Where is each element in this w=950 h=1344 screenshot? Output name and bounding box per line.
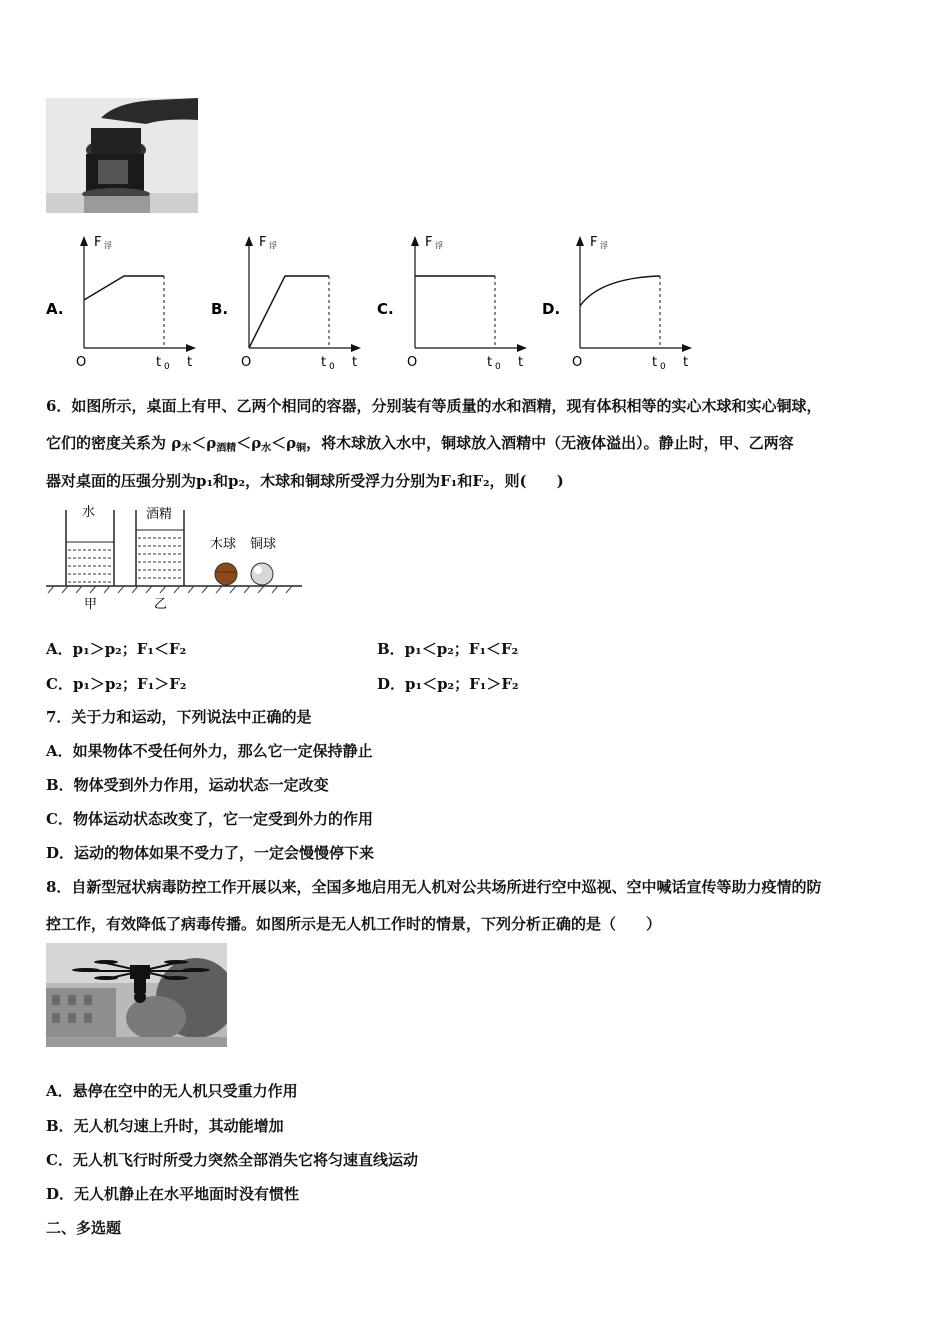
q6-option-b[interactable]: B．p₁＜p₂；F₁＜F₂ [377, 640, 519, 658]
graph-option-c[interactable] [377, 235, 527, 372]
q7-option-d[interactable]: D．运动的物体如果不受力了，一定会慢慢停下来 [46, 844, 375, 862]
graph-option-b[interactable] [211, 235, 361, 372]
q6-option-c[interactable]: C．p₁＞p₂；F₁＞F₂ [46, 675, 187, 693]
label-wood: 木球 [210, 537, 237, 552]
y-axis-label-sub: 浮 [104, 241, 112, 250]
photo-hand-container [46, 98, 198, 213]
q6-option-a[interactable]: A．p₁＞p₂；F₁＜F₂ [46, 640, 187, 658]
q6-line1: 6．如图所示，桌面上有甲、乙两个相同的容器，分别装有等质量的水和酒精，现有体积相等的实心木球和实心铜球， [46, 397, 822, 415]
q6-figure [46, 500, 306, 615]
label-water: 水 [82, 505, 96, 520]
t0-label-sub: 0 [329, 362, 335, 372]
graph-option-a[interactable] [46, 235, 196, 372]
y-axis-arrow [411, 236, 419, 246]
origin-label: O [407, 355, 418, 370]
y-axis-label: F [259, 235, 267, 250]
section-heading: 二、多选题 [46, 1219, 122, 1237]
q6-line2: 它们的密度关系为 $\rho_木<\rho_{酒精}<\rho_水<\rho_铜$，将木球放入水中，铜球放入酒精中（无液体溢出）。静止时，甲、乙两容 [46, 434, 794, 454]
q7-option-b[interactable]: B．物体受到外力作用，运动状态一定改变 [46, 776, 329, 794]
y-axis-label: F [425, 235, 433, 250]
q7-stem: 7．关于力和运动，下列说法中正确的是 [46, 708, 312, 726]
t0-label: t [321, 355, 327, 370]
t0-label-sub: 0 [164, 362, 170, 372]
graph-options-row [0, 228, 950, 378]
graph-letter: C. [377, 300, 394, 318]
origin-label: O [572, 355, 583, 370]
t0-label: t [487, 355, 493, 370]
origin-label: O [241, 355, 252, 370]
x-axis-arrow [682, 344, 692, 352]
q8-line2: 控工作，有效降低了病毒传播。如图所示是无人机工作时的情景，下列分析正确的是（ ） [46, 915, 662, 933]
photo-drone [46, 943, 227, 1047]
x-axis-arrow [186, 344, 196, 352]
force-curve [249, 276, 329, 348]
q7-option-a[interactable]: A．如果物体不受任何外力，那么它一定保持静止 [46, 742, 373, 760]
x-axis-arrow [517, 344, 527, 352]
y-axis-label-sub: 浮 [435, 241, 443, 250]
x-axis-label: t [187, 355, 193, 370]
label-copper: 铜球 [250, 537, 277, 552]
graph-letter: A. [46, 300, 64, 318]
q7-option-c[interactable]: C．物体运动状态改变了，它一定受到外力的作用 [46, 810, 373, 828]
force-curve [84, 276, 164, 300]
graph-letter: B. [211, 300, 229, 318]
label-yi: 乙 [154, 597, 168, 612]
y-axis-arrow [576, 236, 584, 246]
y-axis-label: F [590, 235, 598, 250]
q8-option-c[interactable]: C．无人机飞行时所受力突然全部消失它将匀速直线运动 [46, 1151, 418, 1169]
y-axis-arrow [245, 236, 253, 246]
label-jia: 甲 [84, 597, 98, 612]
t0-label-sub: 0 [495, 362, 501, 372]
x-axis-arrow [351, 344, 361, 352]
x-axis-label: t [352, 355, 358, 370]
q8-option-b[interactable]: B．无人机匀速上升时，其动能增加 [46, 1117, 284, 1135]
y-axis-arrow [80, 236, 88, 246]
label-alcohol: 酒精 [146, 507, 173, 522]
force-curve [580, 276, 660, 306]
graph-letter: D. [542, 300, 561, 318]
q6-line3: 器对桌面的压强分别为p₁和p₂，木球和铜球所受浮力分别为F₁和F₂，则( ) [46, 472, 564, 490]
y-axis-label-sub: 浮 [600, 241, 608, 250]
q6-option-d[interactable]: D．p₁＜p₂；F₁＞F₂ [377, 675, 519, 693]
q8-option-d[interactable]: D．无人机静止在水平地面时没有惯性 [46, 1185, 300, 1203]
graph-options-svg [0, 228, 950, 378]
x-axis-label: t [683, 355, 689, 370]
graph-option-d[interactable] [542, 235, 692, 372]
origin-label: O [76, 355, 87, 370]
t0-label-sub: 0 [660, 362, 666, 372]
q8-option-a[interactable]: A．悬停在空中的无人机只受重力作用 [46, 1082, 298, 1100]
x-axis-label: t [518, 355, 524, 370]
y-axis-label-sub: 浮 [269, 241, 277, 250]
t0-label: t [156, 355, 162, 370]
t0-label: t [652, 355, 658, 370]
y-axis-label: F [94, 235, 102, 250]
q8-line1: 8．自新型冠状病毒防控工作开展以来，全国多地启用无人机对公共场所进行空中巡视、空中喊话宣传等助力疫情的防 [46, 878, 822, 896]
